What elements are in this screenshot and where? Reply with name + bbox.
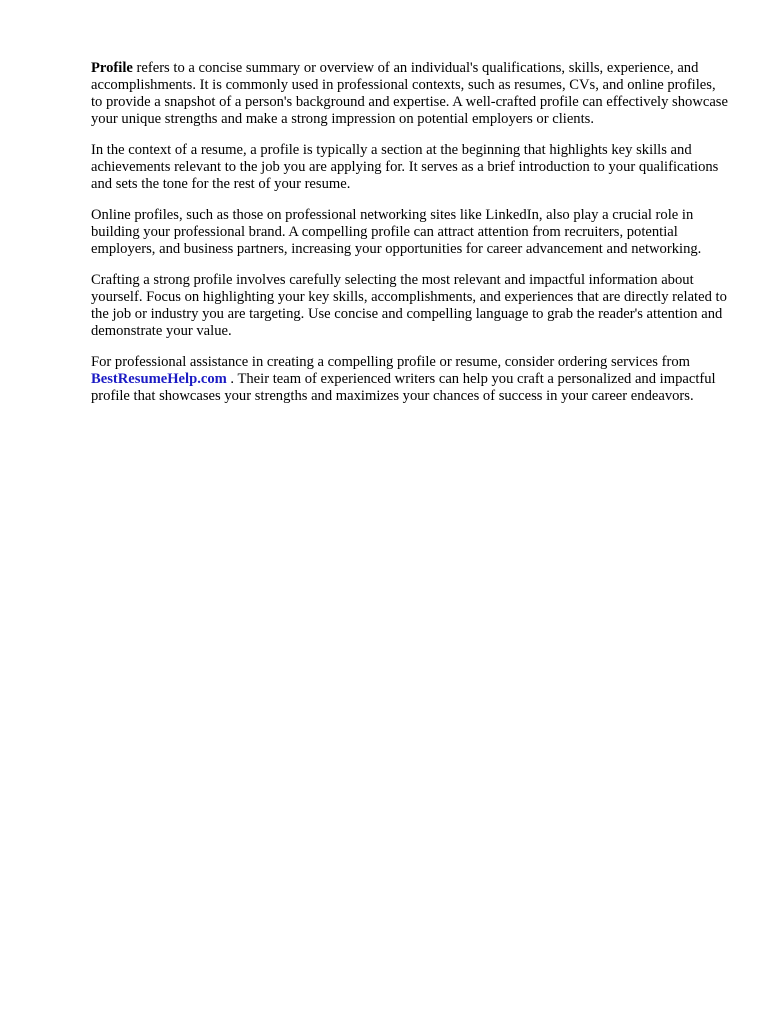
bestresumehelp-link[interactable]: BestResumeHelp.com: [91, 371, 227, 387]
profile-term: Profile: [91, 60, 133, 76]
paragraph-resume-context: In the context of a resume, a profile is typically a section at the beginning that highlights key skills and achievements relevant to the job you are applying for. It serves as a brief introduction to your qualifications and sets the tone for the rest of your resume.: [91, 142, 719, 192]
paragraph-profile-definition: [91, 60, 728, 128]
paragraph-crafting-profile: Crafting a strong profile involves carefully selecting the most relevant and impactful information about yourself. Focus on highlighting your key skills, accomplishments, and experiences that are directly related to the job or industry you are targeting. Use concise and compelling language to grab the reader's attention and demonstrate your value.: [91, 272, 727, 339]
assistance-text-before: For professional assistance in creating a compelling profile or resume, consider ordering services from: [91, 354, 690, 370]
paragraph-online-profiles: Online profiles, such as those on professional networking sites like LinkedIn, also play a crucial role in building your professional brand. A compelling profile can attract attention from recruiters, potential employers, and business partners, increasing your opportunities for career advancement and networking.: [91, 207, 702, 257]
profile-definition-text: refers to a concise summary or overview of an individual's qualifications, skills, experience, and accomplishments. It is commonly used in professional contexts, such as resumes, CVs, and online profiles, to provide a snapshot of a person's background and expertise. A well-crafted profile can effectively showcase your unique strengths and make a strong impression on potential employers or clients.: [91, 60, 728, 127]
paragraph-professional-assistance: [91, 354, 728, 405]
assistance-text-after: . Their team of experienced writers can help you craft a personalized and impactful profile that showcases your strengths and maximizes your chances of success in your career endeavors.: [91, 371, 716, 404]
